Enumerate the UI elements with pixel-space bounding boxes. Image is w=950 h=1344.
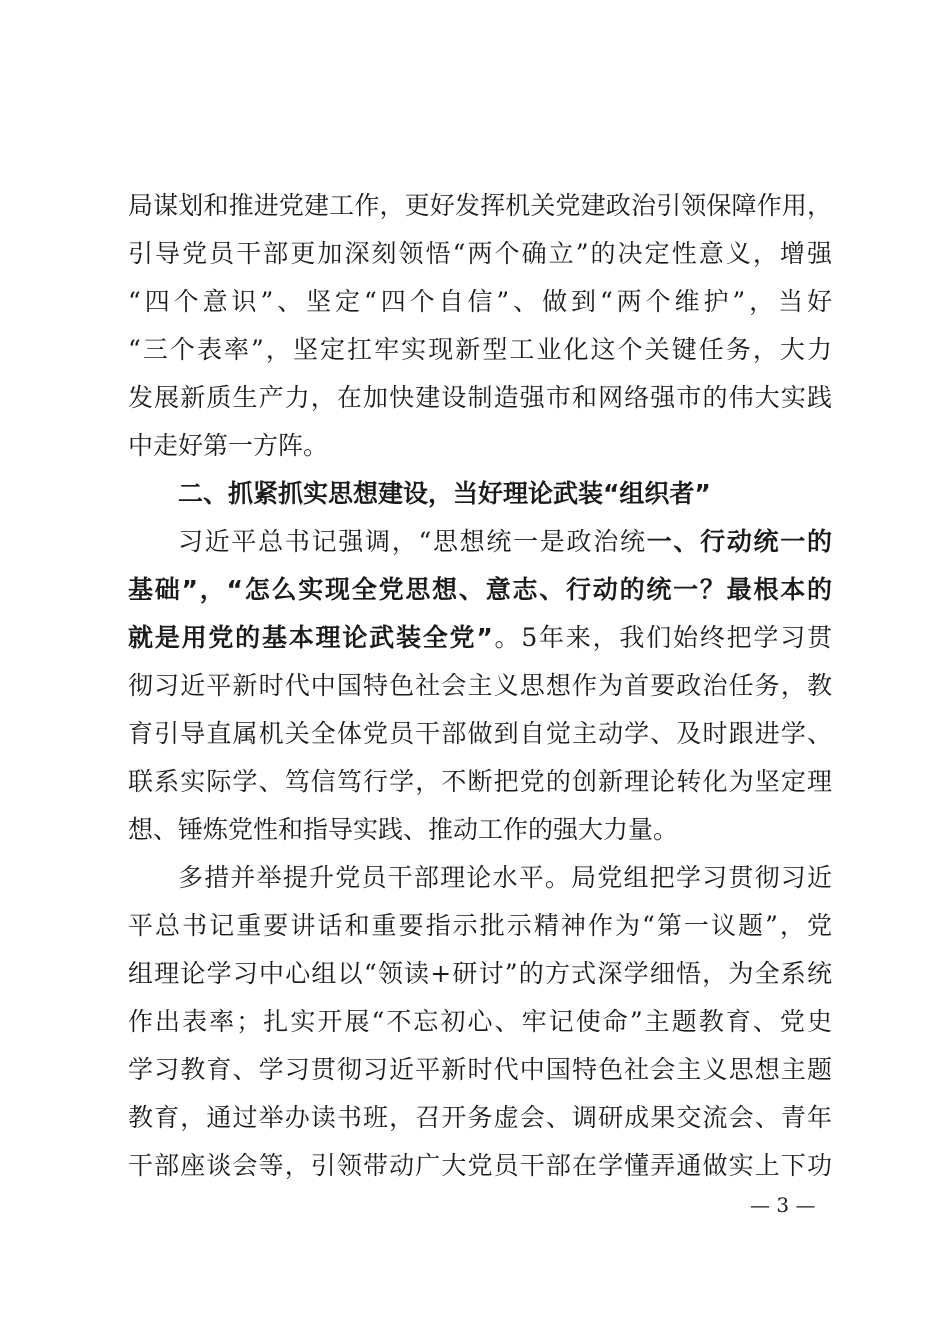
paragraph-line: 彻习近平新时代中国特色社会主义思想作为首要政治任务，教 bbox=[128, 671, 832, 700]
paragraph-line: “三个表率”，坚定扛牢实现新型工业化这个关键任务，大力 bbox=[128, 335, 832, 364]
paragraph-line: “四个意识”、坚定“四个自信”、做到“两个维护”，当好 bbox=[128, 287, 832, 316]
quote-bold-text: 一、行动统一的 bbox=[646, 527, 832, 556]
paragraph-line: 学习教育、学习贯彻习近平新时代中国特色社会主义思想主题 bbox=[128, 1055, 832, 1084]
page-number: — 3 — bbox=[750, 1193, 816, 1217]
paragraph-line: 局谋划和推进党建工作，更好发挥机关党建政治引领保障作用， bbox=[128, 191, 832, 220]
paragraph-line: 中走好第一方阵。 bbox=[128, 431, 329, 460]
paragraph-line: 发展新质生产力，在加快建设制造强市和网络强市的伟大实践 bbox=[128, 383, 832, 412]
paragraph-text: 。5年来，我们始终把学习贯 bbox=[492, 623, 832, 652]
paragraph-line: 平总书记重要讲话和重要指示批示精神作为“第一议题”，党 bbox=[128, 911, 832, 940]
section-heading: 二、抓紧抓实思想建设，当好理论武装“组织者” bbox=[178, 479, 711, 508]
paragraph-line: 组理论学习中心组以“领读+研讨”的方式深学细悟，为全系统 bbox=[128, 959, 832, 988]
quote-bold-text: 就是用党的基本理论武装全党” bbox=[128, 623, 493, 652]
paragraph-line: 育引导直属机关全体党员干部做到自觉主动学、及时跟进学、 bbox=[128, 719, 832, 748]
paragraph-line bbox=[128, 518, 832, 566]
paragraph-line: 干部座谈会等，引领带动广大党员干部在学懂弄通做实上下功 bbox=[128, 1151, 832, 1180]
paragraph-line: 联系实际学、笃信笃行学，不断把党的创新理论转化为坚定理 bbox=[128, 767, 832, 796]
paragraph-line: 教育，通过举办读书班，召开务虚会、调研成果交流会、青年 bbox=[128, 1103, 832, 1132]
paragraph-line: 引导党员干部更加深刻领悟“两个确立”的决定性意义，增强 bbox=[128, 239, 832, 268]
paragraph-line: 想、锤炼党性和指导实践、推动工作的强大力量。 bbox=[128, 815, 679, 844]
paragraph-line bbox=[128, 614, 832, 662]
paragraph-line: 作出表率；扎实开展“不忘初心、牢记使命”主题教育、党史 bbox=[128, 1007, 832, 1036]
quote-bold-line: 基础”，“怎么实现全党思想、意志、行动的统一？最根本的 bbox=[128, 575, 832, 604]
paragraph-text: 习近平总书记强调，“思想统一是政治统 bbox=[178, 527, 647, 556]
paragraph-line: 多措并举提升党员干部理论水平。局党组把学习贯彻习近 bbox=[178, 863, 832, 892]
body-text bbox=[128, 182, 832, 1190]
